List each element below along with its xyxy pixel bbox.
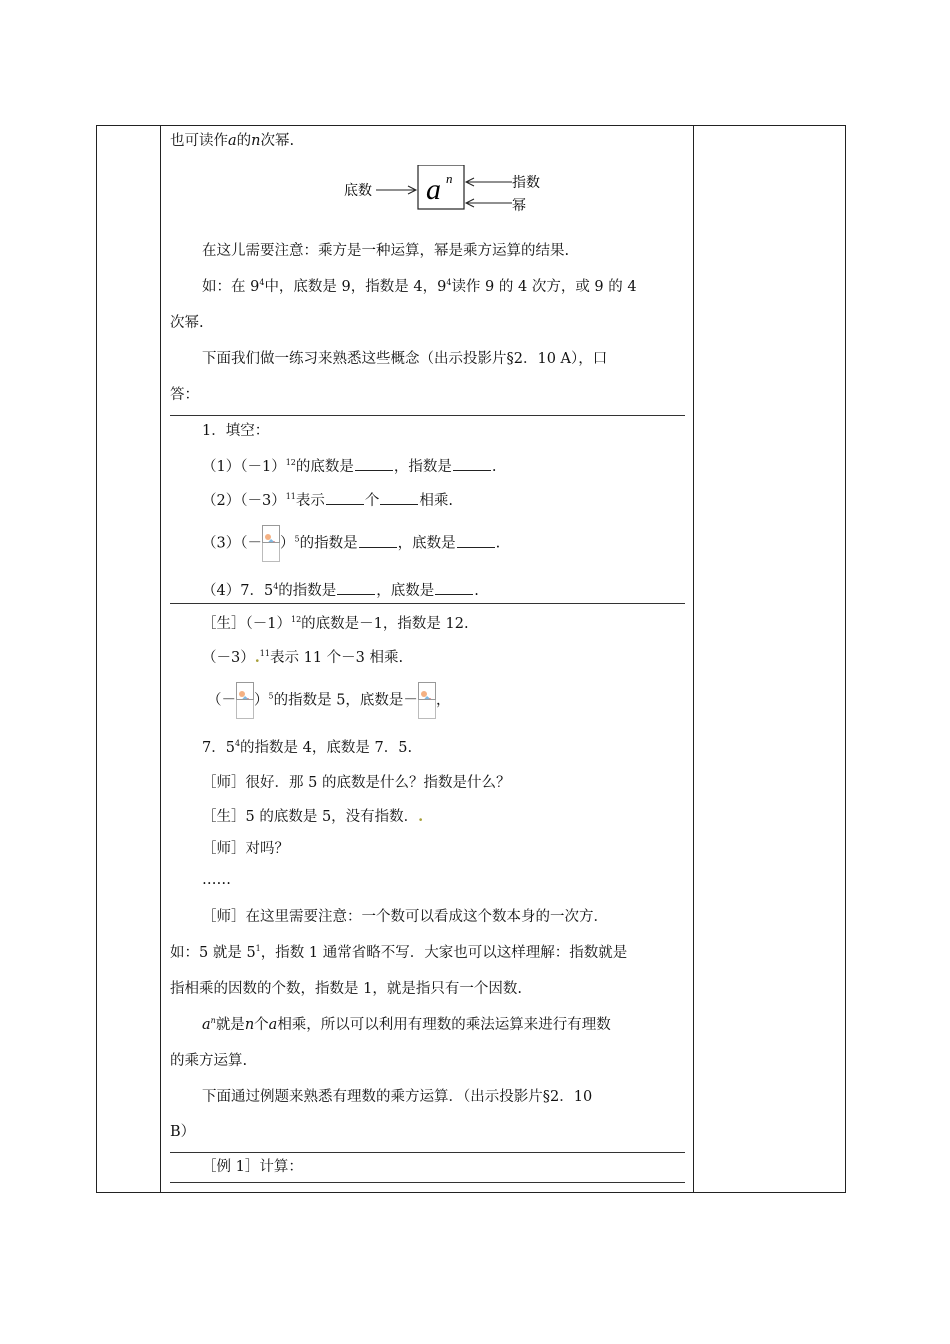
example-line: 如：在 $9^4$中，底数是 9，指数是 4，$9^4$读作 9 的 4 次方，或 9 的 4 xyxy=(202,278,637,295)
fraction-image-placeholder xyxy=(418,682,436,719)
teacher-line-1: ［师］很好．那 5 的底数是什么？指数是什么？ xyxy=(202,775,511,791)
fraction-image-placeholder xyxy=(262,525,280,562)
question-1: $(1)(-1)^{12}$的底数是 ，指数是 . xyxy=(202,456,497,476)
teacher-line-3c: 指相乘的因数的个数，指数是 1，就是指只有一个因数. xyxy=(170,981,522,997)
question-2: $(2)(-3)^{11}$表示 个 相乘. xyxy=(202,490,453,510)
fraction-image-placeholder xyxy=(236,682,254,719)
power-diagram xyxy=(340,165,580,225)
separator xyxy=(170,1182,685,1183)
base-label: 底数 xyxy=(344,182,372,198)
teacher-line-3: ［师］在这里需要注意：一个数可以看成这个数本身的一次方． xyxy=(202,909,608,925)
practice-line: 下面我们做一练习来熟悉这些概念（出示投影片§2．10 A），口 xyxy=(202,351,608,367)
an-explanation-cont: 的乘方运算. xyxy=(170,1053,248,1069)
line-read-as: 也可读作a的n次幂. xyxy=(170,133,295,149)
ellipsis: …… xyxy=(202,872,231,888)
symbol-base: a xyxy=(426,173,441,206)
note-line: 在这儿需要注意：乘方是一种运算，幂是乘方运算的结果. xyxy=(202,243,570,259)
separator xyxy=(170,1152,685,1153)
teacher-line-3b: 如：5 就是 $5^1$，指数 1 通常省略不写．大家也可以这样理解：指数就是 xyxy=(170,944,628,961)
column-divider-left xyxy=(160,125,161,1193)
fill-title: 1．填空： xyxy=(202,423,270,439)
teacher-line-2: ［师］对吗？ xyxy=(202,841,289,857)
answer-2: （－3）.$^{11}$表示 11 个－3 相乘. xyxy=(202,649,404,666)
example-1-title: ［例 1］计算： xyxy=(202,1159,303,1175)
separator xyxy=(170,603,685,604)
example-intro: 下面通过例题来熟悉有理数的乘方运算．（出示投影片§2．10 xyxy=(202,1089,593,1105)
power-box xyxy=(418,165,464,209)
question-4: （4）7．$5^4$的指数是 ，底数是 . xyxy=(202,580,479,600)
exponent-label: 指数 xyxy=(512,174,540,190)
power-label: 幂 xyxy=(512,197,526,213)
example-intro-cont: B） xyxy=(170,1124,196,1140)
an-explanation: $a^n$就是n个a相乘，所以可以利用有理数的乘法运算来进行有理数 xyxy=(202,1016,611,1033)
answer-4: 7．$5^4$的指数是 4，底数是 7．5. xyxy=(202,739,413,756)
answer-3: （－ ）$^5$的指数是 5，底数是－ ， xyxy=(207,682,450,720)
example-line-cont: 次幂. xyxy=(170,315,204,331)
answer-1: ［生$](-1)^{12}$的底数是－1，指数是 12. xyxy=(202,615,469,632)
student-line-1: ［生］5 的底数是 5，没有指数．. xyxy=(202,808,424,825)
column-divider-right xyxy=(693,125,694,1193)
question-3: （3）（－ ）$^5$的指数是 ，底数是 . xyxy=(202,525,500,563)
practice-line-cont: 答： xyxy=(170,387,199,403)
symbol-exponent: n xyxy=(446,171,453,186)
separator xyxy=(170,415,685,416)
